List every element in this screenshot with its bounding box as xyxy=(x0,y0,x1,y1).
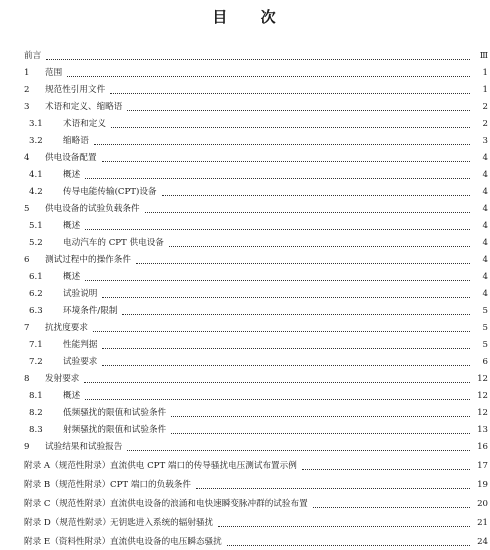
dot-leader xyxy=(227,545,470,546)
dot-leader xyxy=(84,382,470,383)
dot-leader xyxy=(127,110,470,111)
toc-entry[interactable] xyxy=(0,252,490,268)
toc-title xyxy=(0,6,490,27)
toc-entry-page: 4 xyxy=(482,204,488,214)
toc-entry[interactable] xyxy=(0,439,490,455)
toc-subentry[interactable] xyxy=(0,116,490,132)
dot-leader xyxy=(67,76,470,77)
toc-subentry[interactable] xyxy=(0,218,490,234)
dot-leader xyxy=(122,314,470,315)
toc-entry-page: 12 xyxy=(477,391,488,401)
toc-entry-label: 术语和定义、缩略语 xyxy=(45,102,123,112)
dot-leader xyxy=(93,331,470,332)
toc-subentry[interactable] xyxy=(0,337,490,353)
dot-leader xyxy=(313,507,470,508)
toc-entry-page: 3 xyxy=(482,136,488,146)
toc-entry-label: 直流供电 CPT 端口的传导骚扰电压测试布置示例 xyxy=(110,461,297,471)
toc-appendix-number: 附录 C（规范性附录） xyxy=(24,499,111,509)
toc-entry-label: 概述 xyxy=(63,170,81,180)
toc-entry-page: 4 xyxy=(482,272,488,282)
toc-entry-label: 低频骚扰的限值和试验条件 xyxy=(63,408,167,418)
toc-appendix-number: 附录 A（规范性附录） xyxy=(24,461,111,471)
toc-subentry[interactable] xyxy=(0,405,490,421)
toc-entry-number: 6.1 xyxy=(29,272,43,282)
dot-leader xyxy=(302,469,470,470)
toc-entry-number: 5 xyxy=(24,204,30,214)
toc-entry-page: 4 xyxy=(482,221,488,231)
toc-appendix-number: 附录 E（资料性附录） xyxy=(24,537,111,547)
toc-entry-label: 试验要求 xyxy=(63,357,98,367)
toc-entry-page: 5 xyxy=(482,340,488,350)
dot-leader xyxy=(162,195,470,196)
toc-entry-number: 3 xyxy=(24,102,30,112)
dot-leader xyxy=(196,488,470,489)
toc-appendix-d[interactable] xyxy=(0,515,490,531)
toc-appendix-c[interactable] xyxy=(0,496,490,512)
toc-entry-page: 2 xyxy=(482,102,488,112)
toc-title-char-1: 目 xyxy=(212,8,230,26)
toc-entry-number: 3.1 xyxy=(29,119,43,129)
toc-entry-page: 4 xyxy=(482,187,488,197)
dot-leader xyxy=(102,297,470,298)
toc-appendix-number: 附录 D（规范性附录） xyxy=(24,518,111,528)
dot-leader xyxy=(110,93,470,94)
toc-subentry[interactable] xyxy=(0,167,490,183)
dot-leader xyxy=(127,450,470,451)
toc-entry-label: 供电设备配置 xyxy=(45,153,97,163)
toc-entry[interactable] xyxy=(0,150,490,166)
toc-entry-label: 环境条件/限制 xyxy=(63,306,118,316)
toc-entry-page: 4 xyxy=(482,153,488,163)
toc-entry-label: 缩略语 xyxy=(63,136,89,146)
toc-entry-number: 5.1 xyxy=(29,221,43,231)
toc-entry-label: 无钥匙进入系统的辐射骚扰 xyxy=(110,518,214,528)
toc-entry-page: 17 xyxy=(477,461,488,471)
toc-entry-page: 6 xyxy=(482,357,488,367)
toc-entry[interactable] xyxy=(0,65,490,81)
toc-entry-number: 7.2 xyxy=(29,357,43,367)
toc-appendix-b[interactable] xyxy=(0,477,490,493)
toc-entry-page: 12 xyxy=(477,408,488,418)
toc-entry-label: 传导电能传输(CPT)设备 xyxy=(63,187,157,197)
toc-subentry[interactable] xyxy=(0,235,490,251)
toc-entry-page: 24 xyxy=(477,537,488,547)
toc-entry-label: 抗扰度要求 xyxy=(45,323,88,333)
toc-subentry[interactable] xyxy=(0,303,490,319)
dot-leader xyxy=(169,246,470,247)
toc-entry-label: 射频骚扰的限值和试验条件 xyxy=(63,425,167,435)
toc-appendix-number: 附录 B（规范性附录） xyxy=(24,480,111,490)
toc-appendix-a[interactable] xyxy=(0,458,490,474)
toc-entry-label: 试验说明 xyxy=(63,289,98,299)
toc-entry-number: 3.2 xyxy=(29,136,43,146)
toc-entry-page: 16 xyxy=(477,442,488,452)
toc-entry-page: Ⅲ xyxy=(479,51,488,61)
toc-entry-number: 8.2 xyxy=(29,408,43,418)
toc-entry[interactable] xyxy=(0,82,490,98)
toc-appendix-e[interactable] xyxy=(0,534,490,550)
toc-entry-label: 供电设备的试验负载条件 xyxy=(45,204,140,214)
dot-leader xyxy=(102,365,470,366)
dot-leader xyxy=(102,161,470,162)
toc-entry-number: 6.2 xyxy=(29,289,43,299)
toc-subentry[interactable] xyxy=(0,184,490,200)
toc-entry-page: 13 xyxy=(477,425,488,435)
dot-leader xyxy=(171,433,470,434)
toc-subentry[interactable] xyxy=(0,133,490,149)
toc-subentry[interactable] xyxy=(0,388,490,404)
toc-entry-label: CPT 端口的负载条件 xyxy=(110,480,191,490)
toc-entry[interactable] xyxy=(0,371,490,387)
toc-entry-number: 4.2 xyxy=(29,187,43,197)
toc-entry-number: 2 xyxy=(24,85,30,95)
toc-entry-number: 8 xyxy=(24,374,30,384)
toc-entry-label: 测试过程中的操作条件 xyxy=(45,255,131,265)
toc-entry[interactable] xyxy=(0,320,490,336)
toc-entry-number: 6.3 xyxy=(29,306,43,316)
toc-entry-preface[interactable] xyxy=(0,48,490,64)
toc-entry-label: 术语和定义 xyxy=(63,119,106,129)
toc-entry-page: 2 xyxy=(482,119,488,129)
toc-subentry[interactable] xyxy=(0,422,490,438)
toc-entry-label: 性能判据 xyxy=(63,340,98,350)
dot-leader xyxy=(136,263,470,264)
toc-entry-number: 4.1 xyxy=(29,170,43,180)
toc-entry-page: 1 xyxy=(482,85,488,95)
toc-entry-label: 规范性引用文件 xyxy=(45,85,106,95)
dot-leader xyxy=(102,348,470,349)
toc-entry-page: 19 xyxy=(477,480,488,490)
dot-leader xyxy=(171,416,470,417)
toc-entry-label: 概述 xyxy=(63,391,81,401)
toc-entry-number: 8.3 xyxy=(29,425,43,435)
toc-entry-number: 8.1 xyxy=(29,391,43,401)
toc-entry-number: 1 xyxy=(24,68,30,78)
toc-entry-label: 发射要求 xyxy=(45,374,80,384)
dot-leader xyxy=(85,280,470,281)
toc-entry-label: 范围 xyxy=(45,68,63,78)
toc-subentry[interactable] xyxy=(0,354,490,370)
toc-entry-number: 5.2 xyxy=(29,238,43,248)
toc-entry-page: 4 xyxy=(482,170,488,180)
toc-entry-page: 20 xyxy=(477,499,488,509)
toc-entry[interactable] xyxy=(0,99,490,115)
toc-entry-label: 试验结果和试验报告 xyxy=(45,442,123,452)
toc-entry-label: 前言 xyxy=(24,51,42,61)
toc-entry[interactable] xyxy=(0,201,490,217)
toc-entry-page: 4 xyxy=(482,238,488,248)
dot-leader xyxy=(111,127,470,128)
toc-entry-label: 直流供电设备的电压瞬态骚扰 xyxy=(110,537,222,547)
toc-entry-label: 概述 xyxy=(63,272,81,282)
toc-entry-page: 12 xyxy=(477,374,488,384)
toc-subentry[interactable] xyxy=(0,286,490,302)
toc-entry-number: 6 xyxy=(24,255,30,265)
toc-entry-page: 1 xyxy=(482,68,488,78)
toc-entry-number: 9 xyxy=(24,442,30,452)
toc-entry-page: 4 xyxy=(482,289,488,299)
toc-entry-number: 7 xyxy=(24,323,30,333)
dot-leader xyxy=(85,399,470,400)
toc-entry-page: 21 xyxy=(477,518,488,528)
dot-leader xyxy=(218,526,470,527)
toc-title-char-2: 次 xyxy=(260,8,278,26)
dot-leader xyxy=(145,212,470,213)
dot-leader xyxy=(46,59,470,60)
toc-entry-label: 电动汽车的 CPT 供电设备 xyxy=(63,238,164,248)
toc-entry-number: 7.1 xyxy=(29,340,43,350)
toc-entry-number: 4 xyxy=(24,153,30,163)
toc-entry-page: 5 xyxy=(482,306,488,316)
toc-entry-label: 概述 xyxy=(63,221,81,231)
dot-leader xyxy=(85,229,470,230)
toc-entry-label: 直流供电设备的浪涌和电快速瞬变脉冲群的试验布置 xyxy=(110,499,308,509)
toc-entry-page: 4 xyxy=(482,255,488,265)
dot-leader xyxy=(94,144,470,145)
toc-entry-page: 5 xyxy=(482,323,488,333)
toc-subentry[interactable] xyxy=(0,269,490,285)
dot-leader xyxy=(85,178,470,179)
